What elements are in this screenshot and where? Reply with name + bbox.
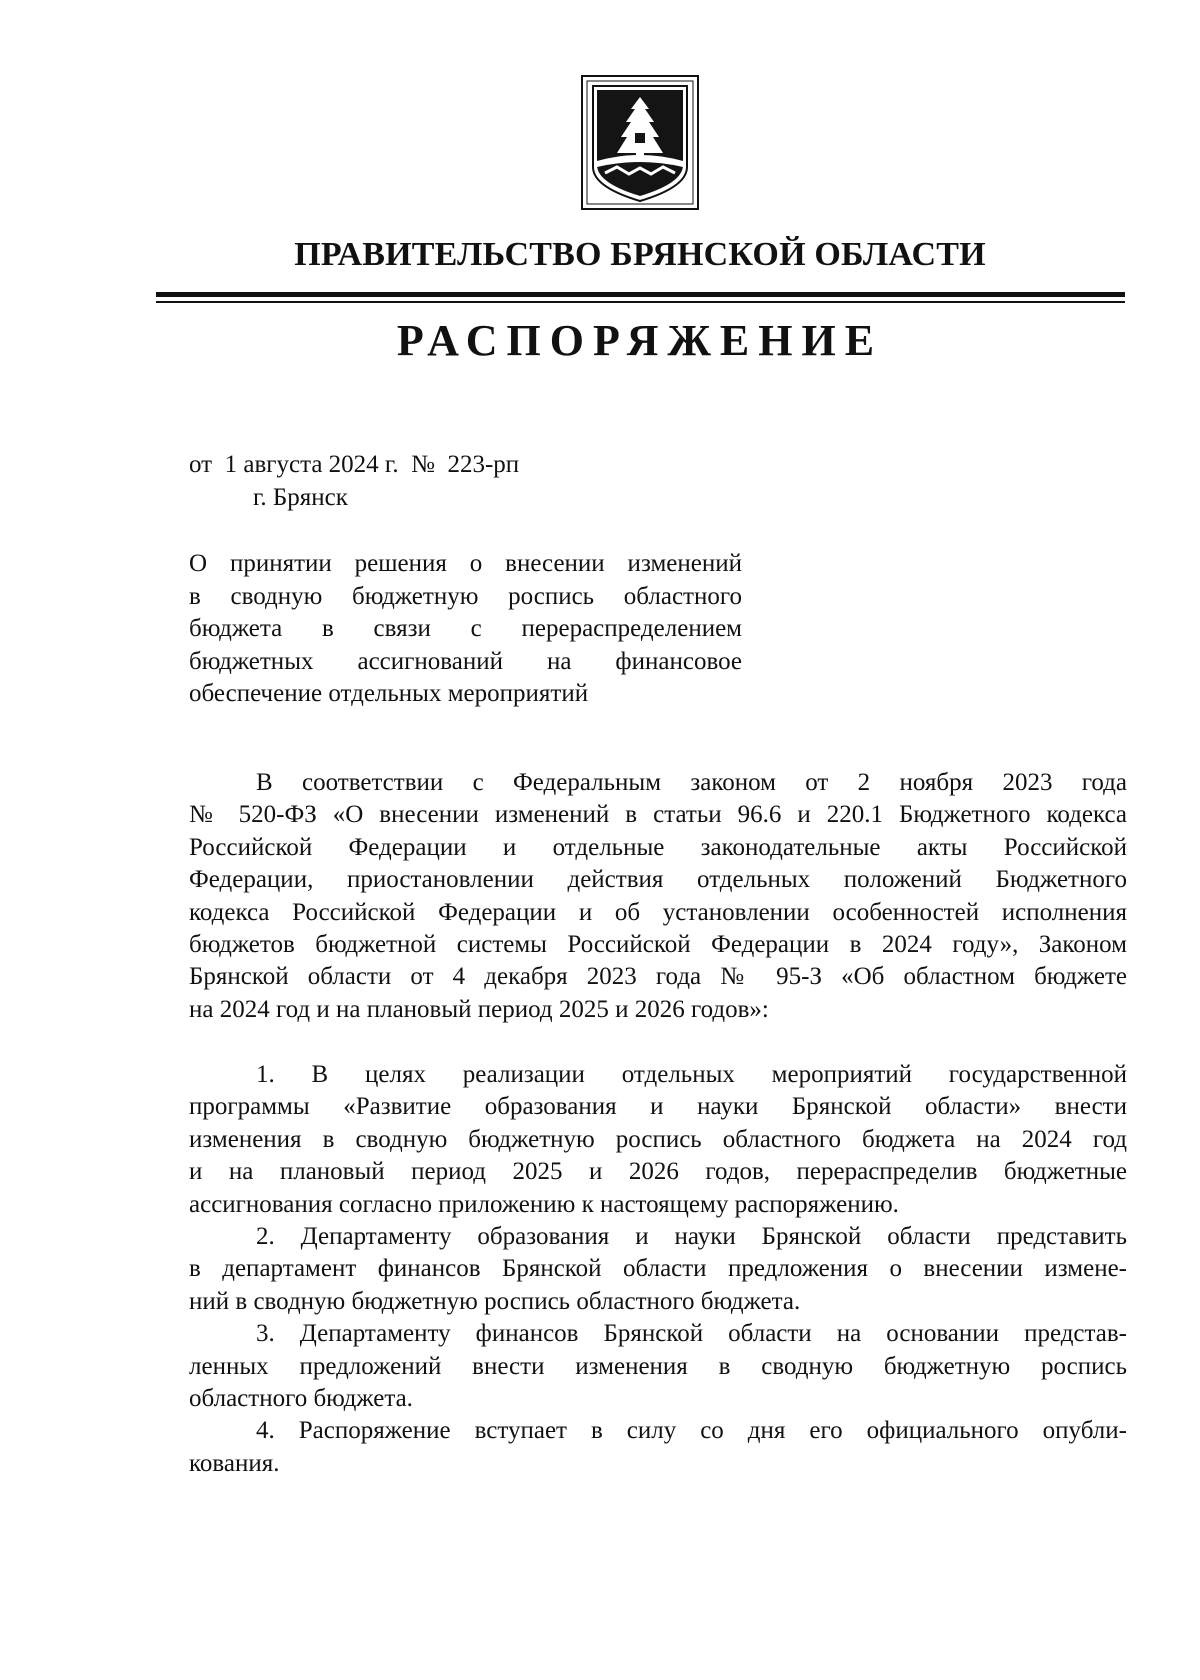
document-subject (189, 548, 742, 711)
points-list (189, 1059, 1127, 1480)
preamble-line: на 2024 год и на плановый период 2025 и 2026 годов»: (189, 995, 769, 1023)
subject-line: бюджетных ассигнований на финансовое (189, 647, 742, 675)
organization-title: ПРАВИТЕЛЬСТВО БРЯНСКОЙ ОБЛАСТИ (294, 236, 986, 273)
point-4-line: 4. Распоряжение вступает в силу со дня его официального опубли- (256, 1417, 1127, 1445)
point-2-line: 2. Департаменту образования и науки Брянской области представить (256, 1223, 1127, 1251)
document-type-title: РАСПОРЯЖЕНИЕ (396, 316, 884, 365)
preamble-line: В соответствии с Федеральным законом от 2 ноября 2023 года (256, 769, 1127, 796)
header-divider-thick (156, 292, 1125, 297)
point-1-line: и на плановый период 2025 и 2026 годов, перераспределив бюджетные (189, 1158, 1127, 1186)
point-1-line: программы «Развитие образования и науки Брянской области» внести (189, 1093, 1127, 1121)
point-2-line: в департамент финансов Брянской области предложения о внесении измене- (189, 1255, 1127, 1283)
preamble-line: Российской Федерации и отдельные законодательные акты Российской (189, 833, 1127, 861)
point-2-line: ний в сводную бюджетную роспись областного бюджета. (189, 1287, 801, 1315)
point-3-line: ленных предложений внести изменения в сводную бюджетную роспись (189, 1352, 1127, 1380)
preamble-line: Брянской области от 4 декабря 2023 года № 95-З «Об областном бюджете (189, 963, 1127, 991)
point-4-line: кования. (189, 1449, 280, 1477)
point-3-line: областного бюджета. (189, 1385, 413, 1413)
header-divider-thin (156, 301, 1125, 303)
preamble-line: Федерации, приостановлении действия отдельных положений Бюджетного (189, 866, 1127, 894)
preamble-line: кодекса Российской Федерации и об установлении особенностей исполнения (189, 898, 1127, 926)
preamble-line: бюджетов бюджетной системы Российской Федерации в 2024 году», Законом (189, 931, 1127, 959)
subject-line: обеспечение отдельных мероприятий (189, 680, 589, 707)
document-place: г. Брянск (253, 484, 348, 511)
point-1-line: изменения в сводную бюджетную роспись областного бюджета на 2024 год (189, 1125, 1127, 1153)
point-3-line: 3. Департаменту финансов Брянской области на основании представ- (256, 1320, 1127, 1348)
subject-line: О принятии решения о внесении изменений (189, 550, 742, 577)
point-1-line: 1. В целях реализации отдельных мероприятий государственной (256, 1061, 1127, 1088)
subject-line: в сводную бюджетную роспись областного (189, 582, 742, 610)
document-date-number: от 1 августа 2024 г. № 223-рп (189, 451, 520, 478)
bryansk-coat-of-arms-icon (581, 75, 699, 210)
subject-line: бюджета в связи с перераспределением (189, 615, 742, 642)
preamble-line: № 520-ФЗ «О внесении изменений в статьи 96.6 и 220.1 Бюджетного кодекса (189, 801, 1127, 829)
preamble-paragraph (189, 767, 1127, 1026)
point-1-line: ассигнования согласно приложению к настоящему распоряжению. (189, 1190, 899, 1218)
